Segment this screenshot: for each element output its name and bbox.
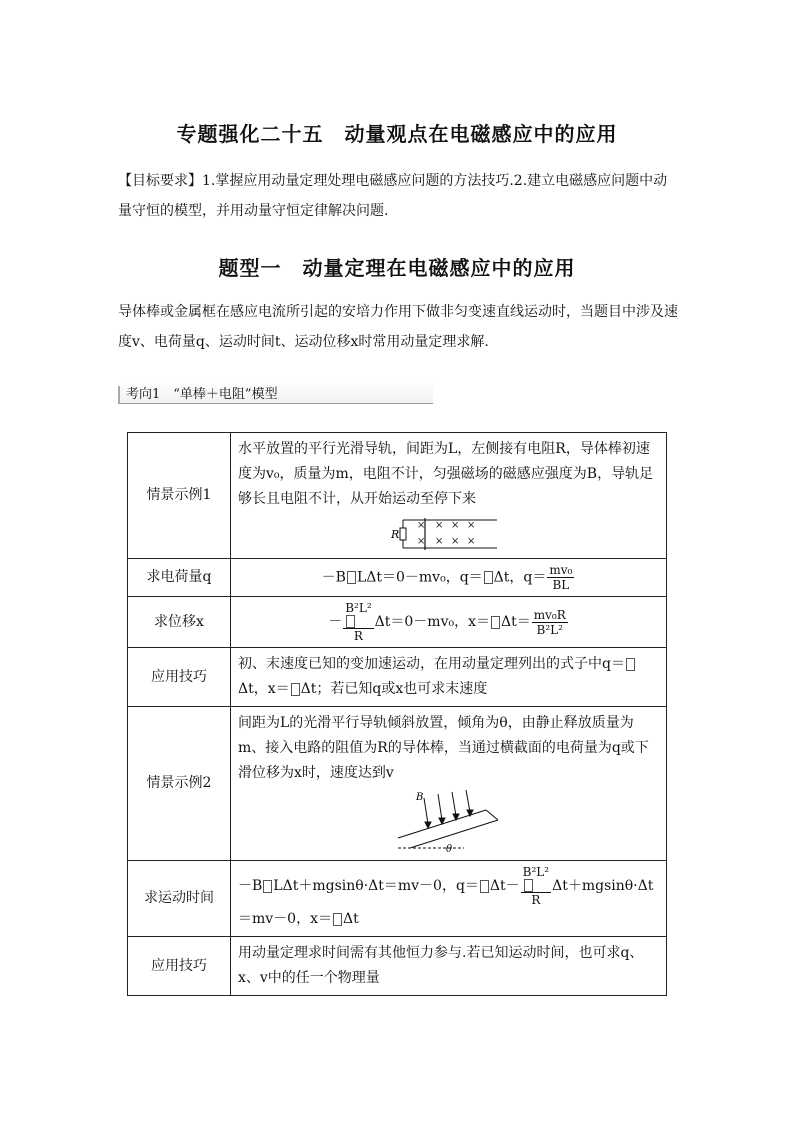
row-content: － $\frac{\text{B²L²}}{R}$ Δt＝0－mv₀，x＝ Δt＝ $\frac{\text{mv₀R}}{\text{B²L²}}$ xyxy=(231,597,667,648)
row-label: 情景示例2 xyxy=(128,707,231,861)
subsection-title: 考向1 “单棒＋电阻”模型 xyxy=(126,387,278,402)
method-table xyxy=(127,432,667,996)
table-row xyxy=(128,937,667,996)
goal-paragraph xyxy=(118,166,678,226)
subsection-tag xyxy=(118,380,433,404)
goal-label: 【目标要求】 xyxy=(118,173,202,189)
angle-label: θ xyxy=(445,844,452,854)
svg-text:×: × xyxy=(466,520,475,531)
row-label: 求电荷量q xyxy=(128,559,231,597)
scenario1-text: 水平放置的平行光滑导轨，间距为L，左侧接有电阻R，导体棒初速度为v₀，质量为m，电阻不计，匀强磁场的磁感应强度为B，导轨足够长且电阻不计，从开始运动至停下来 xyxy=(238,441,654,507)
scenario2-text: 间距为L的光滑平行导轨倾斜放置，倾角为θ，由静止释放质量为m、接入电路的阻值为R的导体棒，当通过横截面的电荷量为q或下滑位移为x时，速度达到v xyxy=(238,715,649,781)
resistor-label: R xyxy=(390,528,399,541)
missing-glyph-icon xyxy=(484,571,493,584)
row-label: 应用技巧 xyxy=(128,937,231,996)
incline-diagram xyxy=(394,790,504,854)
table-row xyxy=(128,707,667,861)
fraction: $\frac{\text{mv₀R}}{\text{B²L²}}$ xyxy=(533,607,566,637)
rail-diagram xyxy=(389,516,509,552)
row-content: 用动量定理求时间需有其他恒力参与.若已知运动时间，也可求q、x、v中的任一个物理量 xyxy=(231,937,667,996)
missing-glyph-icon xyxy=(333,913,342,926)
goal-text: 1.掌握应用动量定理处理电磁感应问题的方法技巧.2.建立电磁感应问题中动量守恒的模型，并用动量守恒定律解决问题. xyxy=(118,173,668,219)
intro-paragraph: 导体棒或金属框在感应电流所引起的安培力作用下做非匀变速直线运动时，当题目中涉及速度v、电荷量q、运动时间t、运动位移x时常用动量定理求解. xyxy=(118,304,678,350)
row-content: －B LΔt＝0－mv₀，q＝ Δt，q＝ $\frac{\text{mv₀}}{BL}$ xyxy=(231,559,667,597)
missing-glyph-icon xyxy=(263,880,272,893)
missing-glyph-icon xyxy=(347,571,356,584)
table-row xyxy=(128,433,667,559)
svg-text:×: × xyxy=(434,520,443,531)
fraction: $\frac{\text{B²L²}}{R}$ xyxy=(522,865,550,907)
row-content xyxy=(231,707,667,861)
fraction: $\frac{\text{mv₀}}{BL}$ xyxy=(549,563,573,592)
page-title: 专题强化二十五 动量观点在电磁感应中的应用 xyxy=(176,122,618,146)
field-label: B xyxy=(415,792,423,803)
table-row xyxy=(128,648,667,707)
missing-glyph-icon xyxy=(626,658,635,671)
svg-text:×: × xyxy=(450,536,459,547)
missing-glyph-icon xyxy=(480,880,489,893)
row-label: 应用技巧 xyxy=(128,648,231,707)
section-title: 题型一 动量定理在电磁感应中的应用 xyxy=(218,256,576,280)
row-content xyxy=(231,433,667,559)
svg-text:×: × xyxy=(466,536,475,547)
row-label: 求运动时间 xyxy=(128,861,231,937)
table-row xyxy=(128,597,667,648)
svg-text:×: × xyxy=(450,520,459,531)
svg-text:×: × xyxy=(416,520,425,531)
row-label: 情景示例1 xyxy=(128,433,231,559)
table-row xyxy=(128,861,667,937)
table-row xyxy=(128,559,667,597)
missing-glyph-icon xyxy=(291,683,300,696)
row-content: －B LΔt＋mgsinθ·Δt＝mv－0，q＝ Δt－ $\frac{\text{B²L²}}{R}$ Δt＋mgsinθ·Δt＝mv－0，x＝ Δt xyxy=(231,861,667,937)
svg-text:×: × xyxy=(416,536,425,547)
row-label: 求位移x xyxy=(128,597,231,648)
row-content: 初、末速度已知的变加速运动，在用动量定理列出的式子中q＝Δt，x＝ Δt；若已知q或x也可求末速度 xyxy=(231,648,667,707)
missing-glyph-icon xyxy=(491,616,500,629)
fraction: $\frac{\text{B²L²}}{R}$ xyxy=(345,601,372,643)
svg-text:×: × xyxy=(434,536,443,547)
